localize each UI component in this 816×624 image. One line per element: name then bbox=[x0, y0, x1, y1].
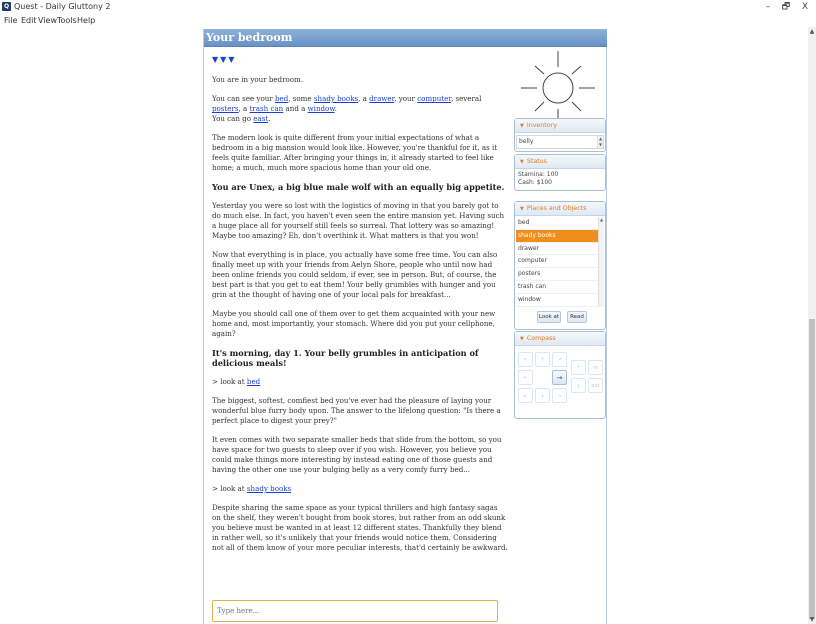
menu-edit[interactable]: Edit bbox=[21, 16, 37, 25]
command-input[interactable] bbox=[212, 600, 498, 622]
paragraph-morning: It's morning, day 1. Your belly grumbles in anticipation of delicious meals! bbox=[212, 348, 479, 368]
scroll-down-icon[interactable]: ▼ bbox=[809, 616, 815, 623]
link-window[interactable]: window bbox=[307, 104, 335, 113]
compass-up-button[interactable]: ↑ bbox=[571, 360, 586, 375]
places-list[interactable] bbox=[516, 217, 604, 307]
compass-pane bbox=[514, 331, 606, 419]
link-drawer[interactable]: drawer bbox=[369, 94, 395, 103]
paragraph-modern: The modern look is quite different from your initial expectations of what a bedroom in a big mansion would look like. However, you're thankful for it, as it feels quite familiar. After bringing your things in, it already started to feel like home; a much, much more spacious home than your old one. bbox=[212, 133, 498, 172]
game-panel bbox=[203, 29, 607, 624]
command-echo-books: > look at shady books bbox=[212, 484, 292, 493]
link-shady-books[interactable]: shady books bbox=[313, 94, 359, 103]
place-item-trash-can[interactable]: trash can bbox=[516, 281, 600, 294]
link-computer[interactable]: computer bbox=[417, 94, 451, 103]
compass-out-button[interactable]: out bbox=[588, 378, 603, 393]
collapse-icon[interactable]: ▼ bbox=[520, 159, 524, 165]
maximize-button[interactable]: 🗗 bbox=[781, 2, 791, 12]
place-item-drawer[interactable]: drawer bbox=[516, 243, 600, 256]
compass-ne-button[interactable]: ↗ bbox=[552, 352, 567, 367]
inventory-list[interactable] bbox=[516, 135, 604, 149]
read-button[interactable]: Read bbox=[567, 311, 587, 323]
status-pane bbox=[514, 154, 606, 191]
compass-header[interactable]: ▼ Compass bbox=[515, 332, 605, 346]
window-title: Quest - Daily Gluttony 2 bbox=[14, 2, 111, 11]
compass-s-button[interactable]: ↓ bbox=[535, 388, 550, 403]
inventory-item[interactable]: belly bbox=[519, 138, 534, 145]
place-item-bed[interactable]: bed bbox=[516, 217, 600, 230]
objects-text: You can see your bed, some shady books, a drawer, your computer, several posters, a trash can and a window. You can go east. bbox=[212, 94, 482, 123]
scroll-thumb[interactable] bbox=[809, 319, 815, 619]
paragraph-now: Now that everything is in place, you actually have some free time. You can also finally meet up with your friends from Aelyn Shore, people who until now had been online friends you could seldom, if ever, see in person. But, of course, the best part is that you get to eat them! Your belly grumbles with hunger and you grin at the thought of having one of your local pals for breakfast... bbox=[212, 250, 498, 299]
command-echo-bed: > look at bed bbox=[212, 377, 261, 386]
menu-tools[interactable]: Tools bbox=[57, 16, 77, 25]
intro-text: You are in your bedroom. bbox=[212, 75, 304, 84]
inventory-scrollbar[interactable]: ▲ ▼ bbox=[598, 136, 603, 147]
more-arrows-icon[interactable]: ▼▼▼ bbox=[212, 55, 237, 64]
paragraph-bed-1: The biggest, softest, comfiest bed you've ever had the pleasure of laying your wonderful blue furry body upon. The answer to the lifelong question: "Is there a perfect place to digest your prey?" bbox=[212, 396, 501, 425]
app-icon: Q bbox=[3, 3, 10, 10]
close-button[interactable]: X bbox=[801, 2, 809, 12]
compass-w-button[interactable]: ← bbox=[518, 370, 533, 385]
menu-view[interactable]: View bbox=[38, 16, 57, 25]
paragraph-books: Despite sharing the same space as your typical thrillers and high fantasy sagas on the shelf, they weren't bought from book stores, but rather from an odd skunk you believe must be wanted in at least 12 different states. Thankfully they blend in rather well, so it's unlikely that your friends would notice them. Considering not all of them know of your more peculiar interests, that'd certainly be awkward. bbox=[212, 503, 508, 552]
compass-sw-button[interactable]: ↙ bbox=[518, 388, 533, 403]
place-item-posters[interactable]: posters bbox=[516, 268, 600, 281]
place-item-window[interactable]: window bbox=[516, 294, 600, 307]
window-scrollbar[interactable] bbox=[808, 27, 816, 624]
compass-in-button[interactable]: in bbox=[588, 360, 603, 375]
link-posters[interactable]: posters bbox=[212, 104, 239, 113]
link-bed-echo[interactable]: bed bbox=[246, 377, 261, 386]
compass-down-button[interactable]: ↓ bbox=[571, 378, 586, 393]
location-title: Your bedroom bbox=[206, 31, 293, 44]
minimize-button[interactable]: – bbox=[765, 2, 771, 12]
places-header[interactable]: ▼ Places and Objects bbox=[515, 202, 605, 216]
status-stamina: Stamina: 100 bbox=[518, 171, 559, 178]
paragraph-yesterday: Yesterday you were so lost with the logistics of moving in that you barely got to do much else. In fact, you haven't even seen the entire mansion yet. Having such a huge place all for yourself still feels so surreal. That lottery was so amazing! Maybe too amazing? Eh, don't overthink it. What matters is that you won! bbox=[212, 201, 505, 240]
link-bed[interactable]: bed bbox=[274, 94, 289, 103]
link-exit-east[interactable]: east bbox=[253, 114, 269, 123]
place-item-shady-books[interactable]: shady books bbox=[516, 230, 600, 243]
places-scrollbar[interactable]: ▲ bbox=[598, 217, 604, 307]
place-item-computer[interactable]: computer bbox=[516, 255, 600, 268]
title-bar bbox=[0, 0, 816, 14]
places-pane bbox=[514, 201, 606, 330]
story-text bbox=[212, 55, 508, 562]
inventory-header[interactable]: ▼ Inventory bbox=[515, 119, 605, 133]
compass-e-button[interactable]: → bbox=[552, 370, 567, 385]
paragraph-maybe: Maybe you should call one of them over to get them acquainted with your new home and, most importantly, your stomach. Where did you put your cellphone, again? bbox=[212, 309, 496, 338]
link-shady-books-echo[interactable]: shady books bbox=[246, 484, 292, 493]
compass-se-button[interactable]: ↘ bbox=[552, 388, 567, 403]
status-cash: Cash: $100 bbox=[518, 179, 552, 186]
menu-bar bbox=[0, 14, 816, 27]
status-header[interactable]: ▼ Status bbox=[515, 155, 605, 169]
inventory-pane bbox=[514, 118, 606, 152]
collapse-icon[interactable]: ▼ bbox=[520, 206, 524, 212]
menu-help[interactable]: Help bbox=[77, 16, 96, 25]
compass-n-button[interactable]: ↑ bbox=[535, 352, 550, 367]
collapse-icon[interactable]: ▼ bbox=[520, 123, 524, 129]
scroll-up-icon[interactable]: ▲ bbox=[809, 28, 815, 35]
paragraph-bed-2: It even comes with two separate smaller beds that slide from the bottom, so you have space for two guests to sleep over if you wish. However, you believe you could make things more interesting by instead eating one of those guests and having the other one use your bulging belly as a very comfy furry bed... bbox=[212, 435, 502, 474]
compass-nw-button[interactable]: ↖ bbox=[518, 352, 533, 367]
collapse-icon[interactable]: ▼ bbox=[520, 336, 524, 342]
link-trash-can[interactable]: trash can bbox=[249, 104, 284, 113]
paragraph-unex: You are Unex, a big blue male wolf with an equally big appetite. bbox=[212, 182, 505, 192]
menu-file[interactable]: File bbox=[4, 16, 18, 25]
look-at-button[interactable]: Look at bbox=[537, 311, 561, 323]
